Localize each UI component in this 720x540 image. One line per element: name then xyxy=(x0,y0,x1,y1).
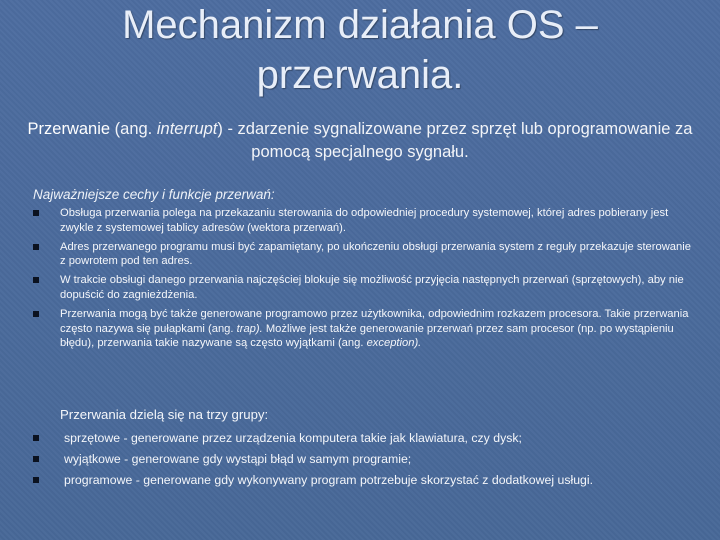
group-item-software xyxy=(33,470,693,491)
list-item xyxy=(33,273,693,303)
list-item-italic: trap). xyxy=(236,322,263,335)
list-item-text: Adres przerwanego programu musi być zapamiętany, po ukończeniu obsługi przerwania system z reguły przekazuje sterowanie z powrotem pod ten adres. xyxy=(60,240,691,268)
list-item-text: W trakcie obsługi danego przerwania najczęściej blokuje się możliwość przyjęcia następnych przerwań (sprzętowych), aby nie dopuścić do zagnieżdżenia. xyxy=(60,274,684,301)
group-item-text: wyjątkowe - generowane gdy wystąpi błąd w samym programie; xyxy=(64,452,412,466)
group-item-hardware xyxy=(33,428,693,449)
slide-title-line-2: przerwania. xyxy=(256,53,464,97)
square-bullet-icon xyxy=(33,244,39,250)
list-item-text: Przerwania mogą być także generowane programowo przez użytkownika, odpowiednim rozkazem procesora. Takie przerwania często nazywa się pułapkami (ang. xyxy=(60,307,689,335)
groups-heading: Przerwania dzielą się na trzy grupy: xyxy=(60,407,269,422)
definition-text: ) - zdarzenie sygnalizowane przez sprzęt lub oprogramowanie za pomocą specjalnego sygnału. xyxy=(217,120,693,161)
definition-term: Przerwanie xyxy=(27,120,111,138)
group-item-text: programowe - generowane gdy wykonywany program potrzebuje skorzystać z dodatkowej usługi. xyxy=(64,473,594,487)
square-bullet-icon xyxy=(33,435,39,441)
groups-list xyxy=(33,428,693,491)
list-item xyxy=(33,307,693,351)
features-heading: Najważniejsze cechy i funkcje przerwań: xyxy=(33,187,275,202)
list-item-text: Obsługa przerwania polega na przekazaniu sterowania do odpowiedniej procedury systemowej, której adres pobierany jest zwykle z systemowej tablicy adresów (wektora przerwań). xyxy=(60,207,669,234)
list-item xyxy=(33,206,693,236)
square-bullet-icon xyxy=(33,277,39,283)
square-bullet-icon xyxy=(33,311,39,317)
list-item-italic: exception). xyxy=(366,337,422,350)
square-bullet-icon xyxy=(33,456,39,462)
slide-title xyxy=(40,0,680,100)
list-item xyxy=(33,240,693,270)
definition-paragraph xyxy=(22,118,698,164)
definition-italic-term: interrupt xyxy=(156,120,218,138)
square-bullet-icon xyxy=(33,210,39,216)
group-item-exception xyxy=(33,449,693,470)
group-item-text: sprzętowe - generowane przez urządzenia komputera takie jak klawiatura, czy dysk; xyxy=(64,431,522,445)
slide-title-line-1: Mechanizm działania OS – xyxy=(122,3,598,47)
square-bullet-icon xyxy=(33,477,39,483)
definition-pre-italic: (ang. xyxy=(110,120,157,138)
list-item-text-continued: Możliwe jest także generowanie przerwań przez sam procesor (np. po wystąpieniu błędu), przerwania takie nazywane są często wyjątkami (ang. xyxy=(60,322,674,350)
features-list xyxy=(33,206,693,355)
